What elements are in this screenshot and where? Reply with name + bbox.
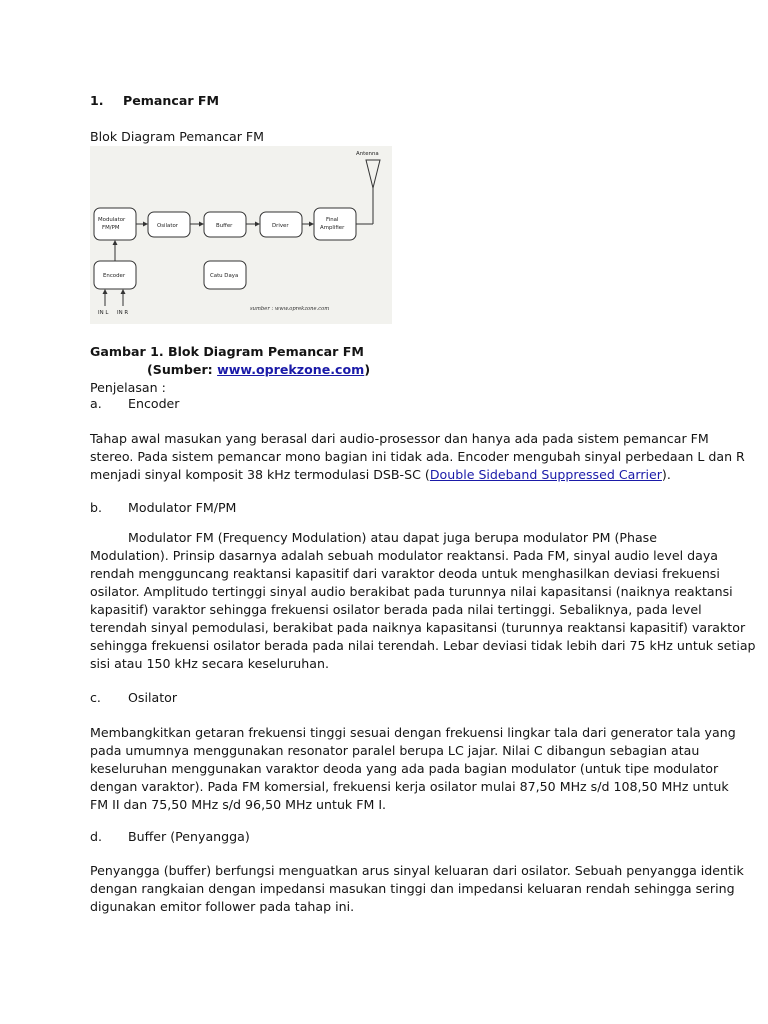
final-amplifier-block: [314, 208, 356, 240]
diagram-source-note: sumber : www.oprekzone.com: [250, 306, 330, 312]
paragraph-a-line: Tahap awal masukan yang berasal dari audio-prosessor dan hanya ada pada sistem pemancar FM: [90, 431, 709, 446]
heading-b: [90, 499, 237, 517]
paragraph-b: [90, 529, 756, 673]
final-label-1: Final: [326, 217, 339, 223]
catu-daya-label: Catu Daya: [210, 273, 239, 279]
antenna-label: Antenna: [356, 151, 379, 157]
section-title: Pemancar FM: [123, 93, 220, 108]
figure-source-prefix: (Sumber:: [147, 362, 218, 377]
final-label-2: Amplifier: [320, 225, 345, 231]
heading-a: [90, 395, 180, 413]
paragraph-c-line: Membangkitkan getaran frekuensi tinggi sesuai dengan frekuensi lingkar tala dari generator tala yang: [90, 725, 736, 740]
heading-d: [90, 828, 250, 846]
paragraph-c: [90, 724, 736, 814]
figure-caption: Gambar 1. Blok Diagram Pemancar FM: [90, 344, 364, 359]
input-right-label: IN R: [117, 310, 129, 316]
paragraph-c-line: dengan varaktor). Pada FM komersial, frekuensi kerja osilator mulai 87,50 MHz s/d 108,50 MHz untuk: [90, 779, 729, 794]
heading-c: [90, 689, 178, 707]
paragraph-b-line: sehingga frekuensi osilator berada pada nilai terendah. Lebar deviasi tidak lebih dari 75 kHz untuk setiap: [90, 638, 756, 653]
paragraph-b-line: rendah mengguncang reaktansi kapasitif dari varaktor deoda untuk menghasilkan deviasi frekuensi: [90, 566, 720, 581]
heading-d-title: Buffer (Penyangga): [128, 829, 250, 844]
paragraph-b-line: kapasitif) varaktor sehingga frekuensi osilator berada pada nilai tertinggi. Sebaliknya, pada level: [90, 602, 702, 617]
modulator-block: [94, 208, 136, 240]
paragraph-a: [90, 430, 745, 484]
block-diagram-svg: [90, 146, 392, 324]
explanation-label: Penjelasan :: [90, 380, 166, 395]
paragraph-c-line: FM II dan 75,50 MHz s/d 96,50 MHz untuk FM I.: [90, 797, 387, 812]
heading-a-title: Encoder: [128, 396, 180, 411]
paragraph-b-line: osilator. Amplitudo tertinggi sinyal audio berakibat pada turunnya nilai kapasitansi (naiknya reaktansi: [90, 584, 733, 599]
paragraph-a-line3-suffix: ).: [661, 467, 671, 482]
paragraph-c-line: keseluruhan menggunakan varaktor deoda yang ada pada bagian modulator (untuk tipe modulator: [90, 761, 719, 776]
paragraph-b-line: sisi atau 150 kHz secara keseluruhan.: [90, 656, 329, 671]
heading-b-letter: b.: [90, 500, 102, 515]
heading-c-letter: c.: [90, 690, 101, 705]
paragraph-a-line: stereo. Pada sistem pemancar mono bagian ini tidak ada. Encoder mengubah sinyal perbedaan L dan R: [90, 449, 745, 464]
paragraph-b-line: terendah sinyal pemodulasi, berakibat pada naiknya kapasitansi (turunnya reaktansi kapasitif) varaktor: [90, 620, 746, 635]
dsb-sc-link[interactable]: Double Sideband Suppressed Carrier: [429, 467, 662, 482]
heading-c-title: Osilator: [128, 690, 178, 705]
heading-b-title: Modulator FM/PM: [128, 500, 237, 515]
antenna-icon: [366, 160, 380, 188]
block-diagram-figure: [90, 146, 392, 324]
paragraph-d-line: digunakan emitor follower pada tahap ini.: [90, 899, 355, 914]
modulator-label-2: FM/PM: [102, 225, 120, 231]
figure-source: [147, 361, 370, 379]
figure-source-suffix: ): [364, 362, 371, 377]
driver-label: Driver: [272, 223, 289, 229]
paragraph-b-line: Modulator FM (Frequency Modulation) atau dapat juga berupa modulator PM (Phase: [128, 530, 657, 545]
section-number: 1.: [90, 93, 104, 108]
paragraph-a-line3-prefix: menjadi sinyal komposit 38 kHz termodulasi DSB-SC (: [90, 467, 430, 482]
modulator-label-1: Modulator: [98, 217, 126, 223]
paragraph-b-line: Modulation). Prinsip dasarnya adalah sebuah modulator reaktansi. Pada FM, sinyal audio level daya: [90, 548, 718, 563]
encoder-label: Encoder: [103, 273, 126, 279]
input-left-label: IN L: [98, 310, 109, 316]
heading-a-letter: a.: [90, 396, 102, 411]
paragraph-c-line: pada umumnya menggunakan resonator paralel berupa LC jajar. Nilai C dibangun sebagian atau: [90, 743, 700, 758]
heading-d-letter: d.: [90, 829, 102, 844]
paragraph-a-line: [90, 466, 690, 484]
paragraph-d-line: Penyangga (buffer) berfungsi menguatkan arus sinyal keluaran dari osilator. Sebuah penyangga identik: [90, 863, 744, 878]
diagram-title: Blok Diagram Pemancar FM: [90, 129, 265, 144]
paragraph-d-line: dengan rangkaian dengan impedansi masukan tinggi dan impedansi keluaran rendah sehingga sering: [90, 881, 735, 896]
osilator-label: Osilator: [157, 223, 178, 229]
figure-source-link[interactable]: www.oprekzone.com: [217, 362, 365, 377]
buffer-label: Buffer: [216, 223, 233, 229]
paragraph-d: [90, 862, 744, 916]
section-heading: [90, 92, 220, 110]
